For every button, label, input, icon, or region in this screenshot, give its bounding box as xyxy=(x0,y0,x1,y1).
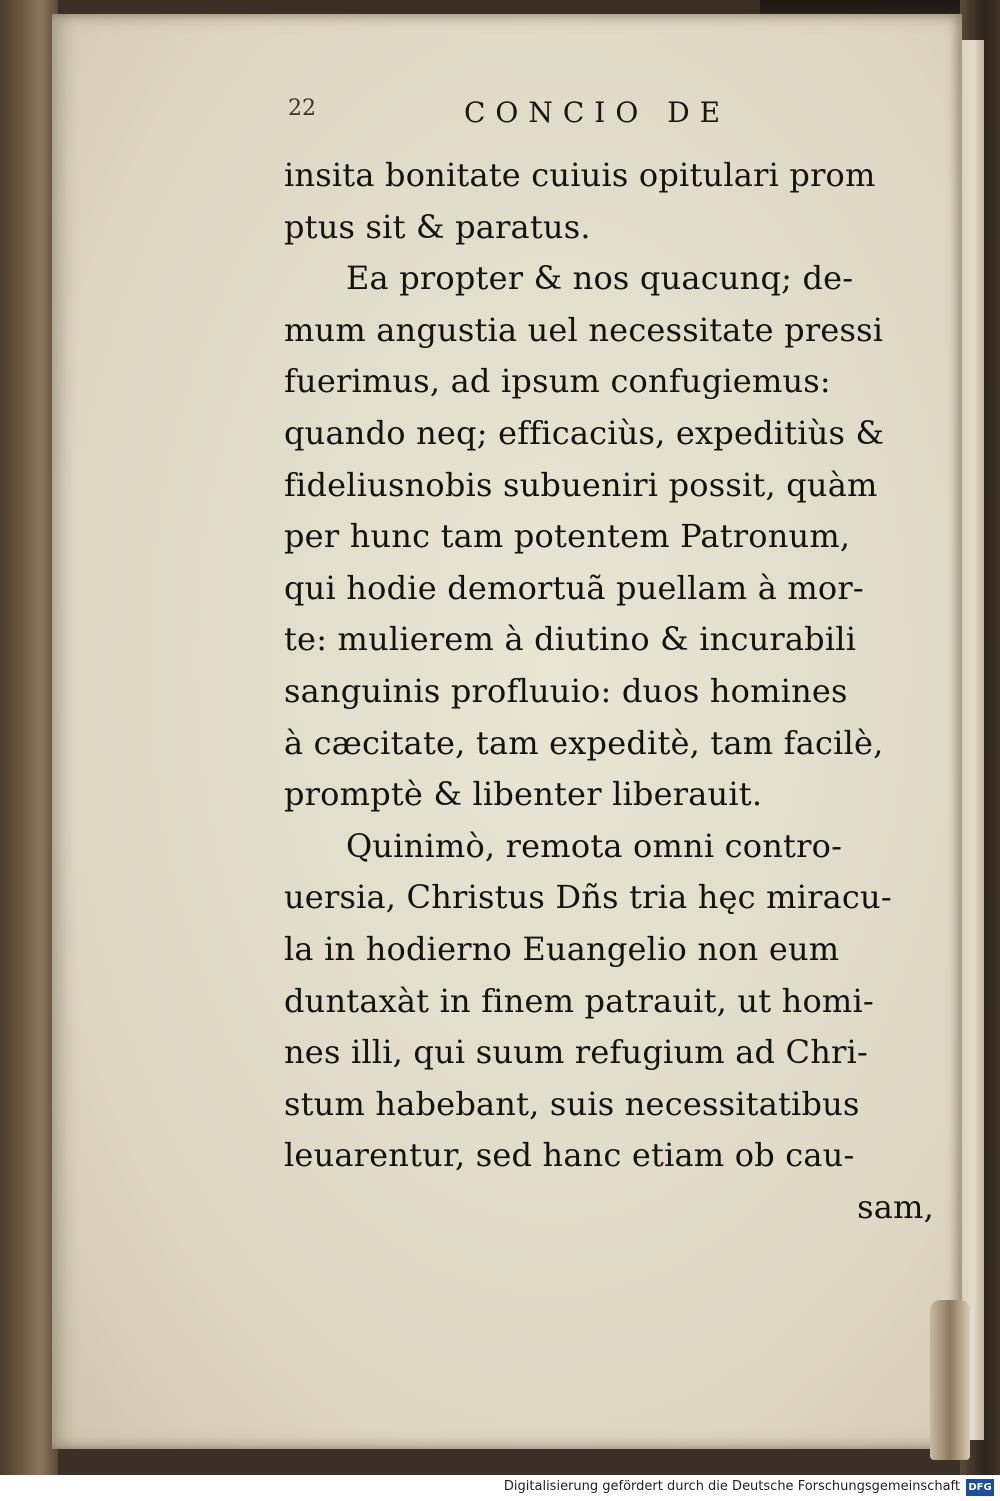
text-line: uersia, Christus Dñs tria hęc miracu- xyxy=(284,878,892,917)
text-line: te: mulierem à diutino & incurabili xyxy=(284,620,857,659)
text-line: Quinimò, remota omni contro- xyxy=(346,826,843,865)
text-line: mum angustia uel necessitate pressi xyxy=(284,310,884,349)
page-header xyxy=(284,96,944,140)
page-text-block xyxy=(284,150,944,1233)
page-number: 22 xyxy=(288,96,316,121)
text-line: fuerimus, ad ipsum confugiemus: xyxy=(284,362,831,401)
facing-page-edge xyxy=(960,40,984,1440)
text-line: leuarentur, sed hanc etiam ob cau- xyxy=(284,1136,855,1175)
text-line: stum habebant, suis necessitatibus xyxy=(284,1084,860,1123)
text-line: ptus sit & paratus. xyxy=(284,207,591,246)
text-line: duntaxàt in finem patrauit, ut homi- xyxy=(284,981,874,1020)
text-line: nes illi, qui suum refugium ad Chri- xyxy=(284,1033,868,1072)
text-line: promptè & libenter liberauit. xyxy=(284,775,763,814)
catchword: sam, xyxy=(857,1187,934,1226)
text-line: la in hodierno Euangelio non eum xyxy=(284,929,840,968)
text-line: sanguinis profluuio: duos homines xyxy=(284,671,848,710)
left-binding-edge xyxy=(0,0,58,1475)
text-line: insita bonitate cuiuis opitulari prom xyxy=(284,156,876,194)
text-line: fideliusnobis subueniri possit, quàm xyxy=(284,465,878,504)
footer-bar xyxy=(0,1475,1000,1501)
text-line: quando neq; efficaciùs, expeditiùs & xyxy=(284,413,885,452)
text-line: per hunc tam potentem Patronum, xyxy=(284,517,851,556)
funding-credit: Digitalisierung gefördert durch die Deutsche Forschungsgemeinschaft xyxy=(503,1479,960,1494)
dfg-logo-icon: DFG xyxy=(966,1479,994,1496)
text-line: Ea propter & nos quacunq; de- xyxy=(346,259,854,298)
book-clasp xyxy=(930,1300,970,1460)
text-line: qui hodie demortuã puellam à mor- xyxy=(284,568,864,607)
running-head: CONCIO DE xyxy=(464,96,731,129)
text-line: à cæcitate, tam expeditè, tam facilè, xyxy=(284,723,884,762)
